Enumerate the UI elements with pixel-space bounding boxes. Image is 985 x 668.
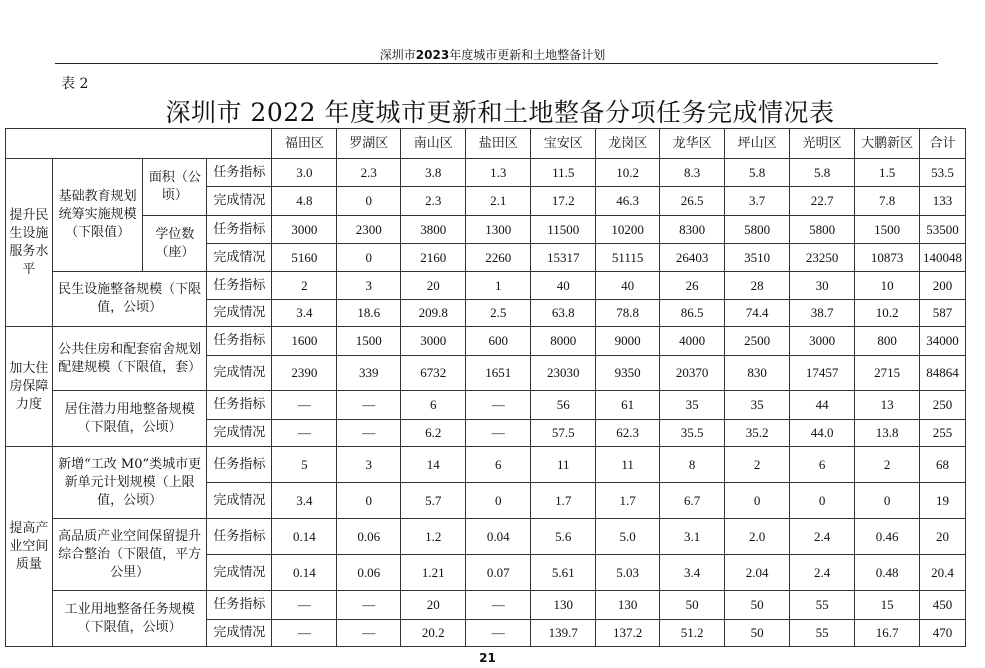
column-header: 南山区	[401, 129, 466, 159]
value-cell: 55	[790, 620, 855, 647]
table-row	[6, 216, 966, 244]
value-cell: —	[466, 391, 531, 420]
row-label-target: 任务指标	[207, 447, 272, 483]
value-cell: 2.3	[401, 187, 466, 216]
value-cell: 53.5	[920, 159, 966, 187]
header-rule	[55, 63, 938, 64]
value-cell: 51115	[596, 244, 660, 272]
value-cell: 13	[855, 391, 920, 420]
value-cell: 587	[920, 300, 966, 327]
item-housing-land: 居住潜力用地整备规模（下限值，公顷）	[52, 391, 206, 447]
value-cell: 55	[790, 591, 855, 620]
row-label-target: 任务指标	[207, 159, 272, 187]
value-cell: 3.1	[660, 519, 725, 555]
value-cell: 7.8	[855, 187, 920, 216]
value-cell: 61	[596, 391, 660, 420]
value-cell: 5	[272, 447, 337, 483]
value-cell: 30	[790, 272, 855, 300]
value-cell: 10	[855, 272, 920, 300]
value-cell: 35	[660, 391, 725, 420]
value-cell: —	[337, 391, 401, 420]
table-row	[6, 591, 966, 620]
column-header: 宝安区	[531, 129, 596, 159]
value-cell: 11500	[531, 216, 596, 244]
value-cell: 1	[466, 272, 531, 300]
value-cell: 5.61	[531, 555, 596, 591]
value-cell: 1651	[466, 356, 531, 391]
row-label-done: 完成情况	[207, 420, 272, 447]
value-cell: 2500	[725, 327, 790, 356]
value-cell: 2.1	[466, 187, 531, 216]
value-cell: 50	[660, 591, 725, 620]
value-cell: 3.7	[725, 187, 790, 216]
value-cell: —	[272, 420, 337, 447]
value-cell: 0	[337, 187, 401, 216]
page-number: 21	[479, 651, 496, 665]
value-cell: 800	[855, 327, 920, 356]
value-cell: 6.7	[660, 483, 725, 519]
value-cell: 10.2	[855, 300, 920, 327]
column-header: 大鹏新区	[855, 129, 920, 159]
value-cell: 5.6	[531, 519, 596, 555]
value-cell: 3	[337, 447, 401, 483]
value-cell: 2260	[466, 244, 531, 272]
value-cell: 6	[466, 447, 531, 483]
value-cell: 46.3	[596, 187, 660, 216]
value-cell: 11	[596, 447, 660, 483]
value-cell: 0.14	[272, 555, 337, 591]
value-cell: 1.7	[531, 483, 596, 519]
value-cell: 5.0	[596, 519, 660, 555]
category-industry: 提高产业空间质量	[6, 447, 53, 647]
value-cell: 20	[920, 519, 966, 555]
value-cell: 3000	[401, 327, 466, 356]
value-cell: 18.6	[337, 300, 401, 327]
value-cell: 23250	[790, 244, 855, 272]
value-cell: 1500	[855, 216, 920, 244]
column-header: 福田区	[272, 129, 337, 159]
value-cell: 20.2	[401, 620, 466, 647]
value-cell: 0.46	[855, 519, 920, 555]
value-cell: 133	[920, 187, 966, 216]
value-cell: 3510	[725, 244, 790, 272]
value-cell: 86.5	[660, 300, 725, 327]
row-label-done: 完成情况	[207, 555, 272, 591]
value-cell: 5.8	[725, 159, 790, 187]
value-cell: 1.5	[855, 159, 920, 187]
value-cell: —	[466, 420, 531, 447]
value-cell: 0	[337, 483, 401, 519]
value-cell: 50	[725, 620, 790, 647]
column-header: 合计	[920, 129, 966, 159]
column-header: 光明区	[790, 129, 855, 159]
table-row	[6, 391, 966, 420]
value-cell: 40	[531, 272, 596, 300]
value-cell: 5.03	[596, 555, 660, 591]
value-cell: 20	[401, 272, 466, 300]
value-cell: 0	[725, 483, 790, 519]
value-cell: 1.3	[466, 159, 531, 187]
value-cell: 3	[337, 272, 401, 300]
value-cell: 51.2	[660, 620, 725, 647]
value-cell: —	[337, 420, 401, 447]
value-cell: 2	[272, 272, 337, 300]
value-cell: 57.5	[531, 420, 596, 447]
value-cell: 1.2	[401, 519, 466, 555]
table-caption: 表 2	[61, 76, 89, 92]
value-cell: 130	[596, 591, 660, 620]
value-cell: 250	[920, 391, 966, 420]
value-cell: 35.2	[725, 420, 790, 447]
value-cell: 26.5	[660, 187, 725, 216]
value-cell: 3000	[790, 327, 855, 356]
value-cell: 68	[920, 447, 966, 483]
value-cell: 28	[725, 272, 790, 300]
value-cell: 3.4	[660, 555, 725, 591]
value-cell: 8000	[531, 327, 596, 356]
value-cell: 62.3	[596, 420, 660, 447]
value-cell: 3.0	[272, 159, 337, 187]
table-row	[6, 272, 966, 300]
value-cell: 17457	[790, 356, 855, 391]
column-header: 盐田区	[466, 129, 531, 159]
table-title: 深圳市 2022 年度城市更新和土地整备分项任务完成情况表	[165, 98, 835, 127]
item-hq-space: 高品质产业空间保留提升综合整治（下限值，平方公里）	[52, 519, 206, 591]
item-public-housing: 公共住房和配套宿舍规划配建规模（下限值，套）	[52, 327, 206, 391]
value-cell: 0.48	[855, 555, 920, 591]
value-cell: 6	[401, 391, 466, 420]
value-cell: 3000	[272, 216, 337, 244]
value-cell: 44	[790, 391, 855, 420]
value-cell: 2.0	[725, 519, 790, 555]
category-livelihood: 提升民生设施服务水平	[6, 159, 53, 327]
value-cell: 8	[660, 447, 725, 483]
header-row	[6, 129, 966, 159]
column-header: 龙华区	[660, 129, 725, 159]
value-cell: 830	[725, 356, 790, 391]
value-cell: 2.4	[790, 519, 855, 555]
value-cell: 450	[920, 591, 966, 620]
column-header: 龙岗区	[596, 129, 660, 159]
value-cell: 339	[337, 356, 401, 391]
value-cell: 22.7	[790, 187, 855, 216]
value-cell: 209.8	[401, 300, 466, 327]
value-cell: 0.04	[466, 519, 531, 555]
value-cell: 2.3	[337, 159, 401, 187]
value-cell: 16.7	[855, 620, 920, 647]
value-cell: —	[272, 391, 337, 420]
table-row	[6, 519, 966, 555]
item-m0: 新增“工改 M0”类城市更新单元计划规模（上限值，公顷）	[52, 447, 206, 519]
column-header: 罗湖区	[337, 129, 401, 159]
value-cell: 20	[401, 591, 466, 620]
value-cell: 0	[466, 483, 531, 519]
value-cell: 0.14	[272, 519, 337, 555]
value-cell: 470	[920, 620, 966, 647]
value-cell: —	[466, 620, 531, 647]
value-cell: 15317	[531, 244, 596, 272]
value-cell: 0.07	[466, 555, 531, 591]
value-cell: 0.06	[337, 519, 401, 555]
table-row	[6, 327, 966, 356]
value-cell: 35.5	[660, 420, 725, 447]
value-cell: 40	[596, 272, 660, 300]
value-cell: 10.2	[596, 159, 660, 187]
value-cell: 1500	[337, 327, 401, 356]
value-cell: 1300	[466, 216, 531, 244]
value-cell: 8.3	[660, 159, 725, 187]
item-edu-seats: 学位数（座）	[143, 216, 207, 272]
value-cell: 5.8	[790, 159, 855, 187]
row-label-target: 任务指标	[207, 591, 272, 620]
item-edu-area: 面积（公顷）	[143, 159, 207, 216]
value-cell: 35	[725, 391, 790, 420]
value-cell: 26	[660, 272, 725, 300]
item-edu: 基础教育规划统筹实施规模（下限值）	[52, 159, 143, 272]
value-cell: 0	[855, 483, 920, 519]
value-cell: 20370	[660, 356, 725, 391]
row-label-done: 完成情况	[207, 187, 272, 216]
row-label-done: 完成情况	[207, 620, 272, 647]
value-cell: 56	[531, 391, 596, 420]
value-cell: 3.4	[272, 300, 337, 327]
table-row	[6, 159, 966, 187]
value-cell: 130	[531, 591, 596, 620]
value-cell: 2	[855, 447, 920, 483]
row-label-done: 完成情况	[207, 356, 272, 391]
value-cell: 1.21	[401, 555, 466, 591]
value-cell: 5160	[272, 244, 337, 272]
value-cell: 4000	[660, 327, 725, 356]
value-cell: —	[466, 591, 531, 620]
value-cell: 26403	[660, 244, 725, 272]
value-cell: —	[337, 620, 401, 647]
value-cell: 140048	[920, 244, 966, 272]
value-cell: 5800	[725, 216, 790, 244]
value-cell: 2300	[337, 216, 401, 244]
value-cell: 1.7	[596, 483, 660, 519]
value-cell: 78.8	[596, 300, 660, 327]
value-cell: 137.2	[596, 620, 660, 647]
row-label-done: 完成情况	[207, 483, 272, 519]
value-cell: 3800	[401, 216, 466, 244]
row-label-target: 任务指标	[207, 272, 272, 300]
row-label-target: 任务指标	[207, 216, 272, 244]
value-cell: 2.5	[466, 300, 531, 327]
value-cell: 13.8	[855, 420, 920, 447]
table-row	[6, 447, 966, 483]
value-cell: 11.5	[531, 159, 596, 187]
value-cell: 38.7	[790, 300, 855, 327]
value-cell: 255	[920, 420, 966, 447]
running-header: 深圳市2023年度城市更新和土地整备计划	[379, 48, 606, 62]
value-cell: 6	[790, 447, 855, 483]
value-cell: 2715	[855, 356, 920, 391]
value-cell: —	[272, 591, 337, 620]
value-cell: 1600	[272, 327, 337, 356]
category-housing: 加大住房保障力度	[6, 327, 53, 447]
value-cell: 200	[920, 272, 966, 300]
value-cell: 63.8	[531, 300, 596, 327]
value-cell: 0	[790, 483, 855, 519]
value-cell: 84864	[920, 356, 966, 391]
value-cell: 3.4	[272, 483, 337, 519]
value-cell: 20.4	[920, 555, 966, 591]
value-cell: 10200	[596, 216, 660, 244]
task-completion-table	[5, 128, 966, 647]
value-cell: 15	[855, 591, 920, 620]
value-cell: 53500	[920, 216, 966, 244]
value-cell: 2160	[401, 244, 466, 272]
value-cell: 5.7	[401, 483, 466, 519]
corner-cell	[6, 129, 272, 159]
value-cell: 2.04	[725, 555, 790, 591]
value-cell: —	[272, 620, 337, 647]
row-label-done: 完成情况	[207, 300, 272, 327]
value-cell: 50	[725, 591, 790, 620]
value-cell: 3.8	[401, 159, 466, 187]
value-cell: 4.8	[272, 187, 337, 216]
value-cell: 2	[725, 447, 790, 483]
value-cell: 8300	[660, 216, 725, 244]
value-cell: 17.2	[531, 187, 596, 216]
column-header: 坪山区	[725, 129, 790, 159]
value-cell: 6732	[401, 356, 466, 391]
value-cell: 34000	[920, 327, 966, 356]
value-cell: 139.7	[531, 620, 596, 647]
row-label-target: 任务指标	[207, 391, 272, 420]
value-cell: 19	[920, 483, 966, 519]
value-cell: 23030	[531, 356, 596, 391]
value-cell: 9350	[596, 356, 660, 391]
value-cell: 9000	[596, 327, 660, 356]
row-label-target: 任务指标	[207, 519, 272, 555]
value-cell: 0	[337, 244, 401, 272]
value-cell: —	[337, 591, 401, 620]
item-facility: 民生设施整备规模（下限值，公顷）	[52, 272, 206, 327]
value-cell: 600	[466, 327, 531, 356]
value-cell: 74.4	[725, 300, 790, 327]
value-cell: 2390	[272, 356, 337, 391]
value-cell: 0.06	[337, 555, 401, 591]
value-cell: 10873	[855, 244, 920, 272]
row-label-done: 完成情况	[207, 244, 272, 272]
value-cell: 6.2	[401, 420, 466, 447]
value-cell: 44.0	[790, 420, 855, 447]
value-cell: 5800	[790, 216, 855, 244]
row-label-target: 任务指标	[207, 327, 272, 356]
value-cell: 2.4	[790, 555, 855, 591]
value-cell: 11	[531, 447, 596, 483]
value-cell: 14	[401, 447, 466, 483]
item-industrial-land: 工业用地整备任务规模（下限值，公顷）	[52, 591, 206, 647]
